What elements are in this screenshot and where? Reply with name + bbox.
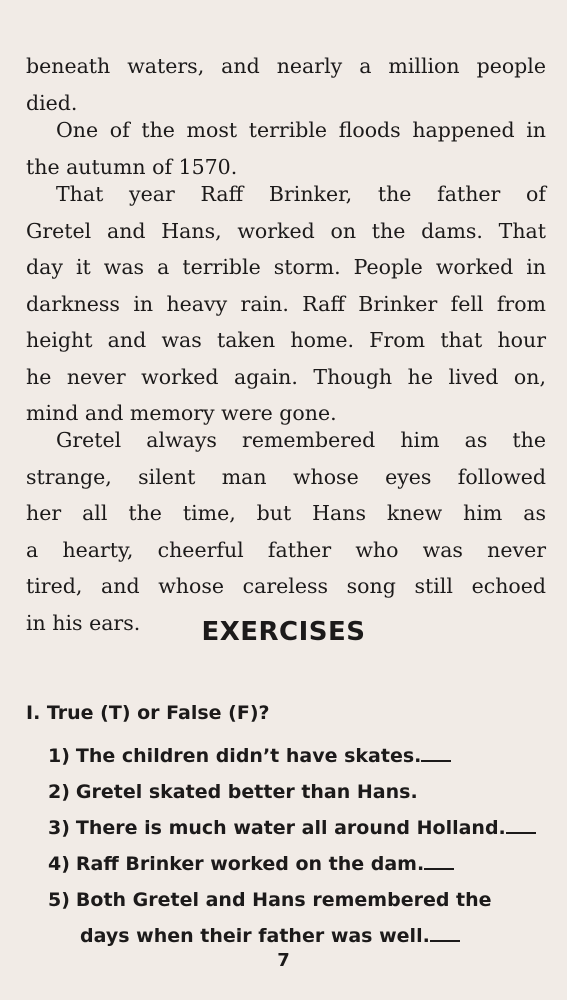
item-number: 2) — [48, 781, 70, 803]
item-text: Raff Brinker worked on the dam. — [75, 853, 425, 875]
text-line: died. — [26, 90, 78, 115]
text-line: the autumn of 1570. — [26, 154, 238, 179]
exercise-item-5 — [48, 882, 545, 918]
item-number: 1) — [48, 745, 70, 767]
story-paragraph-4 — [26, 422, 546, 641]
text-line: a hearty, cheerful father who was never — [26, 537, 546, 562]
text-line: One of the most terrible floods happened in — [56, 118, 546, 142]
item-text: There is much water all around Holland. — [75, 817, 506, 839]
story-paragraph-3 — [26, 176, 546, 432]
exercise-item-3 — [48, 810, 545, 846]
item-number: 3) — [48, 817, 70, 839]
item-text: Gretel skated better than Hans. — [75, 781, 418, 803]
text-line: strange, silent man whose eyes followed — [26, 464, 546, 489]
exercise-item-2 — [48, 774, 545, 810]
task-title: I. True (T) or False (F)? — [26, 702, 270, 724]
text-line: he never worked again. Though he lived on, — [26, 364, 546, 389]
exercises-heading: EXERCISES — [201, 617, 366, 647]
text-line: height and was taken home. From that hour — [26, 328, 546, 352]
text-line: mind and memory were gone. — [26, 401, 337, 425]
answer-blank[interactable] — [421, 744, 451, 762]
answer-blank[interactable] — [424, 852, 454, 870]
item-text: The children didn’t have skates. — [75, 745, 422, 767]
exercise-item-1 — [48, 738, 545, 774]
item-text: Both Gretel and Hans remembered the — [75, 889, 492, 911]
text-line: darkness in heavy rain. Raff Brinker fell from — [26, 291, 546, 316]
exercise-item-4 — [48, 846, 545, 882]
answer-blank[interactable] — [430, 924, 460, 942]
item-number: 4) — [48, 853, 70, 875]
text-line: day it was a terrible storm. People worked in — [26, 255, 546, 279]
text-line: That year Raff Brinker, the father of — [56, 182, 546, 206]
page-number: 7 — [277, 950, 290, 971]
text-line: beneath waters, and nearly a million people — [26, 54, 546, 78]
text-line: in his ears. — [26, 610, 141, 635]
story-paragraph-2 — [26, 112, 546, 185]
text-line: Gretel always remembered him as the — [56, 428, 546, 452]
item-text: days when their father was well. — [80, 925, 430, 947]
text-line: tired, and whose careless song still echoed — [26, 574, 546, 598]
answer-blank[interactable] — [506, 816, 536, 834]
story-paragraph-1 — [26, 48, 546, 121]
exercise-item-5-continued — [80, 918, 460, 954]
item-number: 5) — [48, 889, 70, 911]
text-line: Gretel and Hans, worked on the dams. That — [26, 218, 546, 243]
text-line: her all the time, but Hans knew him as — [26, 501, 546, 525]
